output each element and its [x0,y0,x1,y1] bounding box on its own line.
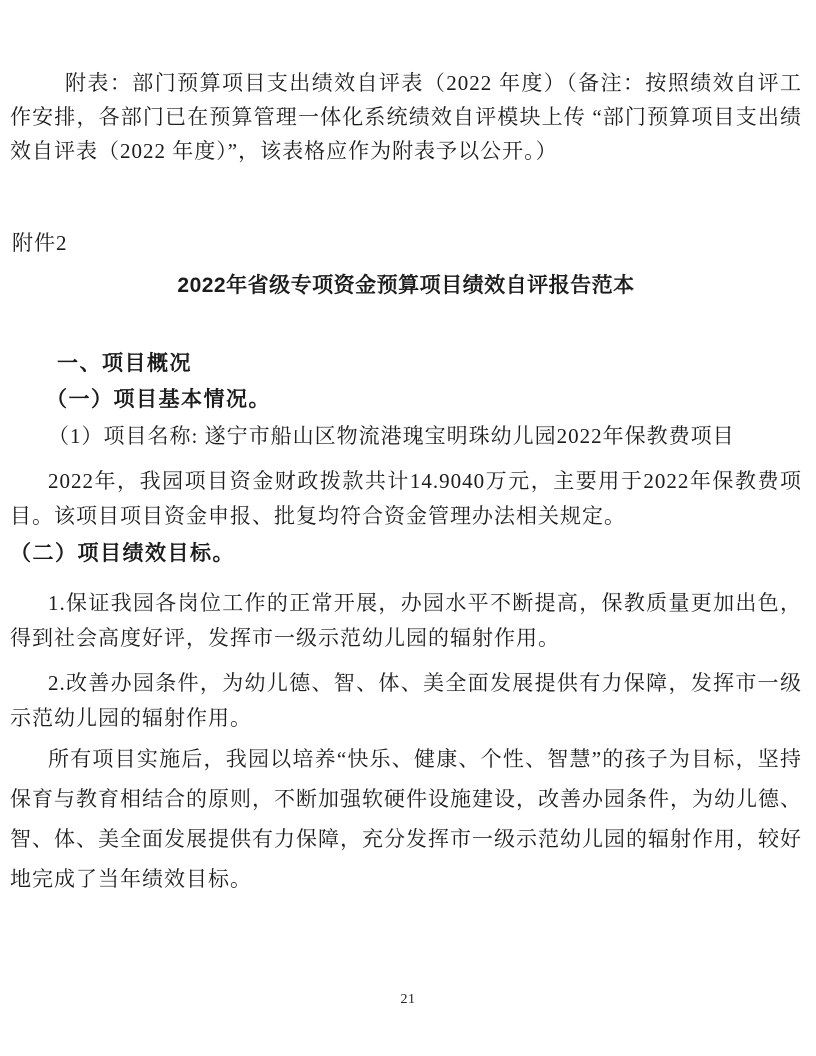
summary-paragraph: 所有项目实施后，我园以培养“快乐、健康、个性、智慧”的孩子为目标，坚持保育与教育相结合的原则，不断加强软硬件设施建设，改善办园条件，为幼儿德、智、体、美全面发展提供有力保障，充分发挥市一级示范幼儿园的辐射作用，较好地完成了当年绩效目标。 [10,747,802,891]
section-heading-project-overview: 一、项目概况 [57,352,192,375]
attachment-note-paragraph: 附表：部门预算项目支出绩效自评表（2022 年度）（备注：按照绩效自评工作安排，各部门已在预算管理一体化系统绩效自评模块上传 “部门预算项目支出绩效自评表（2022 年度）”，该表格应作为附表予以公开。） [10,71,802,163]
funding-paragraph: 2022年，我园项目资金财政拨款共计14.9040万元，主要用于2022年保教费项目。该项目项目资金申报、批复均符合资金管理办法相关规定。 [10,469,802,528]
goal-2-paragraph: 2.改善办园条件，为幼儿德、智、体、美全面发展提供有力保障，发挥市一级示范幼儿园的辐射作用。 [10,671,802,730]
subsection-heading-performance-goals: （二）项目绩效目标。 [10,541,235,565]
goal-1-paragraph: 1.保证我园各岗位工作的正常开展，办园水平不断提高，保教质量更加出色，得到社会高度好评，发挥市一级示范幼儿园的辐射作用。 [10,591,802,650]
project-name-paragraph: （1）项目名称: 遂宁市船山区物流港瑰宝明珠幼儿园2022年保教费项目 [48,424,735,448]
document-title: 2022年省级专项资金预算项目绩效自评报告范本 [177,274,635,297]
document-content [10,66,802,899]
subsection-heading-basic-info: （一）项目基本情况。 [46,387,271,411]
appendix-label: 附件2 [12,231,68,255]
page-number: 21 [400,992,416,1007]
